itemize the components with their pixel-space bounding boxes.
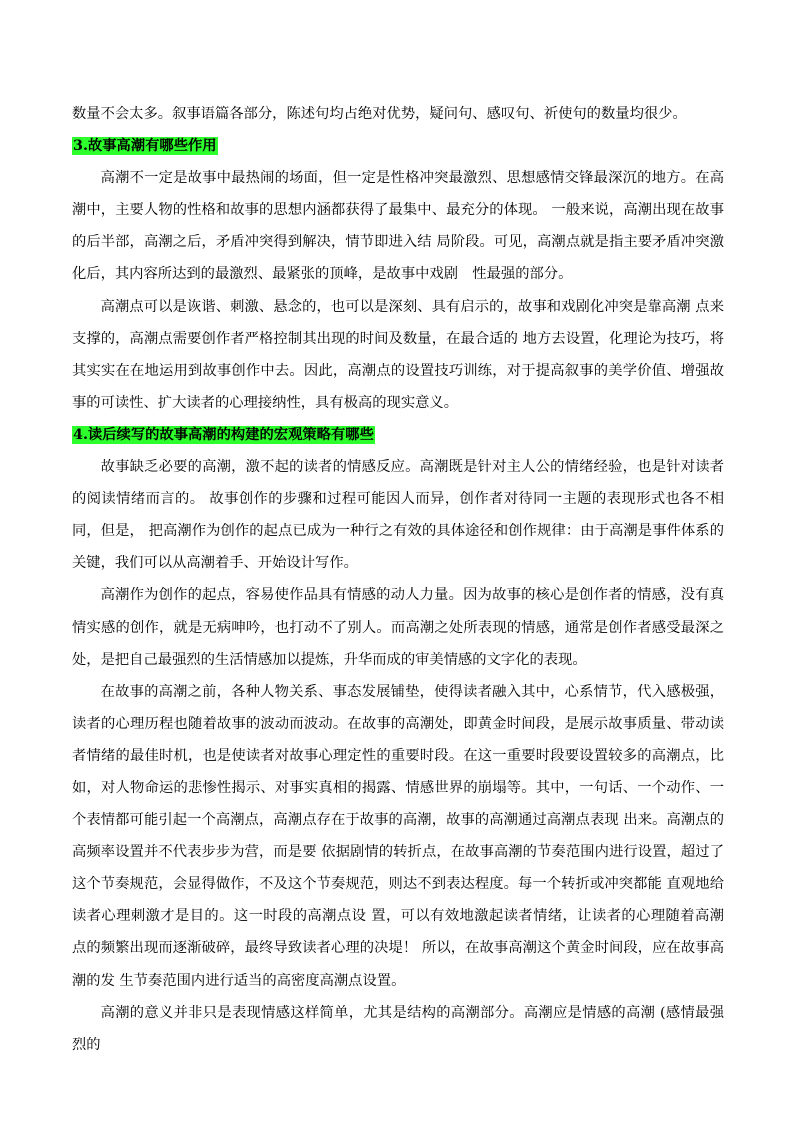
section-heading-4-text: 4.读后续写的故事高潮的构建的宏观策略有哪些: [73, 426, 374, 443]
paragraph-intro-continuation: 数量不会太多。叙事语篇各部分，陈述句均占绝对优势，疑问句、感叹句、祈使句的数量均很少。: [72, 106, 687, 122]
paragraph-climax-starting-point: 高潮作为创作的起点，容易使作品具有情感的动人力量。因为故事的核心是创作者的情感，没有真情实感的创作，就是无病呻吟，也打动不了别人。而高潮之处所表现的情感，通常是创作者感受最深之处，是把自己最强烈的生活情感加以提炼，升华而成的审美情感的文字化的表现。: [72, 587, 724, 668]
paragraph-climax-definition: 高潮不一定是故事中最热闹的场面，但一定是性格冲突最激烈、思想感情交锋最深沉的地方。在高潮中，主要人物的性格和故事的思想内涵都获得了最集中、最充分的体现。 一般来说，高潮出现在故事的后半部，高潮之后，矛盾冲突得到解决，情节即进入结 局阶段。可见，高潮点就是指主要矛盾冲突激化后，其内容所达到的最激烈、最紧张的顶峰，是故事中戏剧 性最强的部分。: [72, 170, 724, 283]
section-heading-3-text: 3.故事高潮有哪些作用: [73, 138, 217, 155]
paragraph-climax-meaning: 高潮的意义并非只是表现情感这样简单，尤其是结构的高潮部分。高潮应是情感的高潮 (感情最强烈的: [72, 1004, 724, 1053]
document-page: [72, 98, 724, 1061]
section-heading-4: [72, 419, 724, 451]
paragraph-climax-emotion: 故事缺乏必要的高潮，激不起的读者的情感反应。高潮既是针对主人公的情绪经验，也是针对读者的阅读情绪而言的。 故事创作的步骤和过程可能因人而异，创作者对待同一主题的表现形式也各不相同，但是， 把高潮作为创作的起点已成为一种行之有效的具体途径和创作规律：由于高潮是事件体系的关键，我们可以从高潮着手、开始设计写作。: [72, 459, 724, 572]
paragraph-climax-point: 高潮点可以是诙谐、刺激、悬念的，也可以是深刻、具有启示的，故事和戏剧化冲突是靠高潮 点来支撑的，高潮点需要创作者严格控制其出现的时间及数量，在最合适的 地方去设置，化理论为技巧，将其实实在在地运用到故事创作中去。因此，高潮点的设置技巧训练，对于提高叙事的美学价值、增强故事的可读性、扩大读者的心理接纳性，具有极高的现实意义。: [72, 298, 724, 411]
section-heading-3: [72, 130, 724, 162]
paragraph-climax-golden-period: 在故事的高潮之前，各种人物关系、事态发展铺垫，使得读者融入其中，心系情节，代入感极强，读者的心理历程也随着故事的波动而波动。在故事的高潮处，即黄金时间段，是展示故事质量、带动读者情绪的最佳时机，也是使读者对故事心理定性的重要时段。在这一重要时段要设置较多的高潮点，比如，对人物命运的悲惨性揭示、对事实真相的揭露、情感世界的崩塌等。其中，一句话、一个动作、一个表情都可能引起一个高潮点，高潮点存在于故事的高潮，故事的高潮通过高潮点表现 出来。高潮点的高频率设置并不代表步步为营，而是要 依据剧情的转折点，在故事高潮的节奏范围内进行设置，超过了这个节奏规范，会显得做作，不及这个节奏规范，则达不到表达程度。每一个转折或冲突都能 直观地给读者心理刺激才是目的。这一时段的高潮点设 置，可以有效地激起读者情绪，让读者的心理随着高潮 点的频繁出现而逐渐破碎，最终导致读者心理的决堤！ 所以，在故事高潮这个黄金时间段，应在故事高潮的发 生节奏范围内进行适当的高密度高潮点设置。: [72, 683, 724, 989]
